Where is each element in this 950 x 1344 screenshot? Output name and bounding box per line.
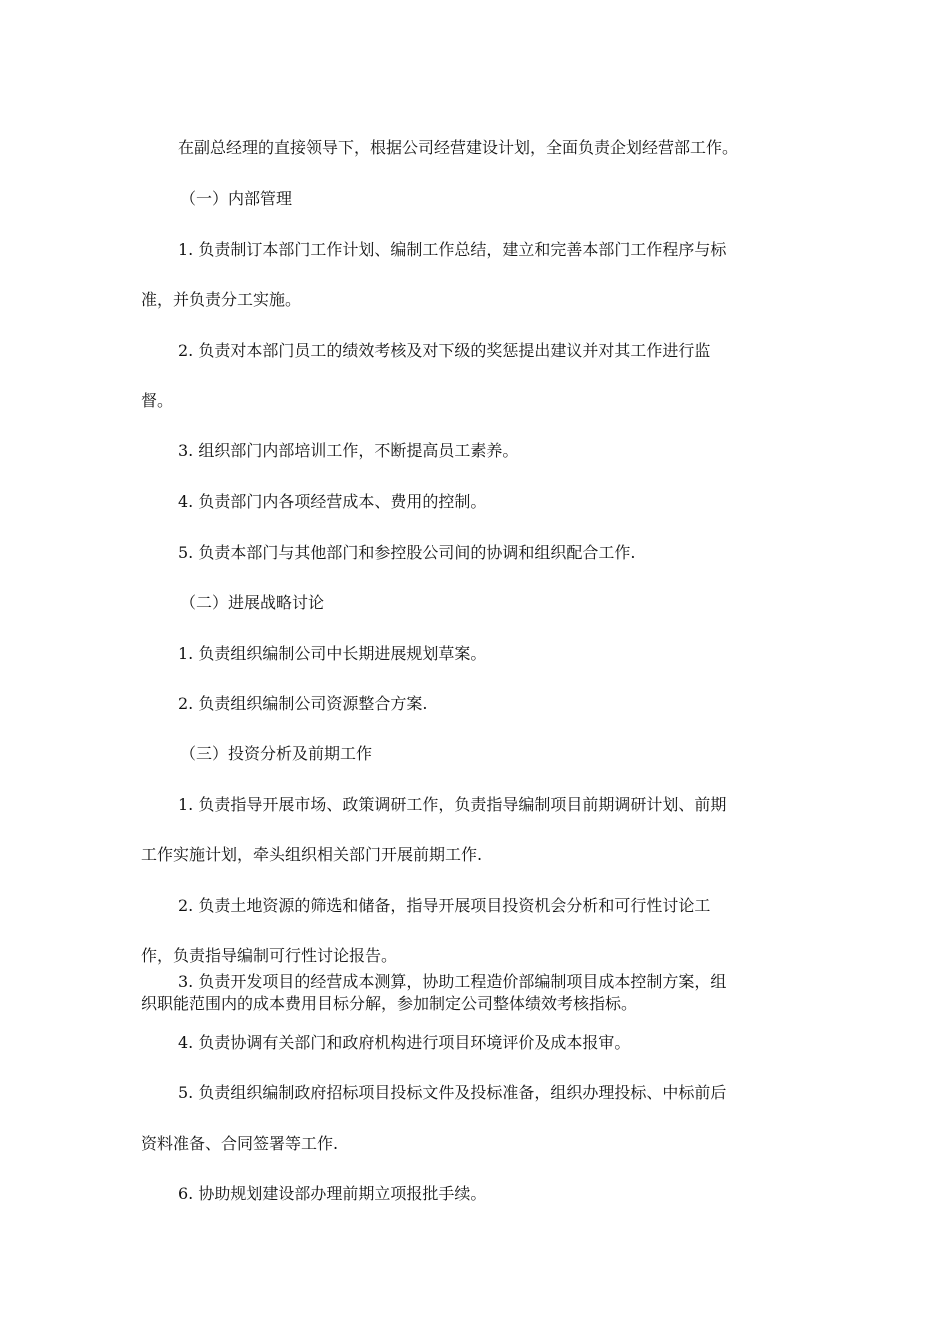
item-text: 4. 负责协调有关部门和政府机构进行项目环境评价及成本报审。 xyxy=(178,1033,631,1052)
section-heading-internal-management: （一）内部管理 xyxy=(180,189,293,208)
section-heading-investment: （三）投资分析及前期工作 xyxy=(180,744,373,763)
item-text-continued: 作，负责指导编制可行性讨论报告。 xyxy=(141,946,398,965)
item-text: 1. 负责组织编制公司中长期进展规划草案。 xyxy=(178,644,487,663)
item-text: 3. 负责开发项目的经营成本测算，协助工程造价部编制项目成本控制方案，组 xyxy=(178,972,727,991)
item-text: 4. 负责部门内各项经营成本、费用的控制。 xyxy=(178,492,487,511)
item-text: 1. 负责指导开展市场、政策调研工作，负责指导编制项目前期调研计划、前期 xyxy=(178,795,727,814)
item-text-continued: 督。 xyxy=(141,391,174,410)
section-heading-strategy: （二）进展战略讨论 xyxy=(180,593,325,612)
item-text-continued: 准，并负责分工实施。 xyxy=(141,290,302,309)
item-text-continued: 工作实施计划，牵头组织相关部门开展前期工作. xyxy=(141,845,483,864)
item-text-continued: 资料准备、合同签署等工作. xyxy=(141,1134,339,1153)
item-text-continued: 织职能范围内的成本费用目标分解，参加制定公司整体绩效考核指标。 xyxy=(141,994,638,1013)
item-text: 5. 负责本部门与其他部门和参控股公司间的协调和组织配合工作. xyxy=(178,543,636,562)
item-text: 5. 负责组织编制政府招标项目投标文件及投标准备，组织办理投标、中标前后 xyxy=(178,1083,727,1102)
item-text: 2. 负责对本部门员工的绩效考核及对下级的奖惩提出建议并对其工作进行监 xyxy=(178,341,711,360)
item-text: 6. 协助规划建设部办理前期立项报批手续。 xyxy=(178,1184,487,1203)
intro-paragraph: 在副总经理的直接领导下，根据公司经营建设计划，全面负责企划经营部工作。 xyxy=(178,138,739,157)
item-text: 2. 负责组织编制公司资源整合方案. xyxy=(178,694,428,713)
item-text: 3. 组织部门内部培训工作，不断提高员工素养。 xyxy=(178,441,519,460)
item-text: 2. 负责土地资源的筛选和储备，指导开展项目投资机会分析和可行性讨论工 xyxy=(178,896,711,915)
item-text: 1. 负责制订本部门工作计划、编制工作总结，建立和完善本部门工作程序与标 xyxy=(178,240,727,259)
